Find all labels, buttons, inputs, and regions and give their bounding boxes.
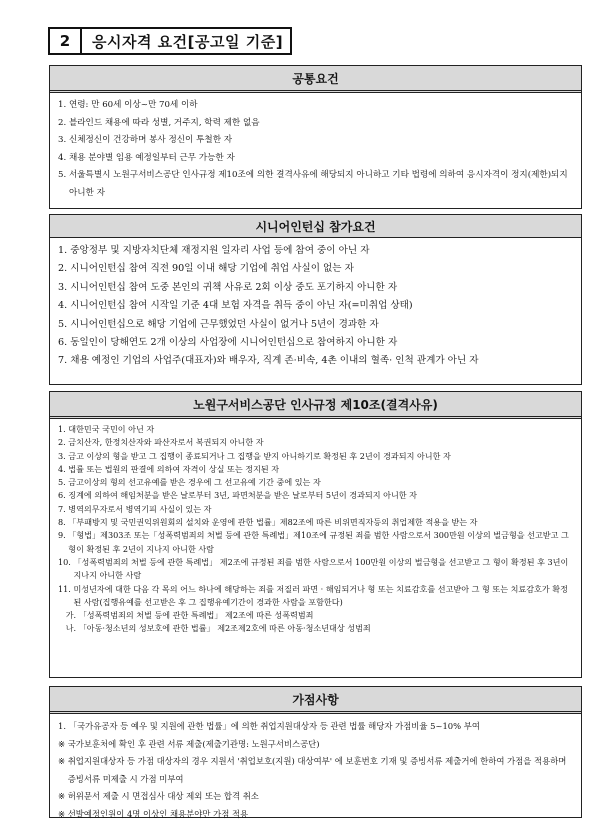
list-item — [58, 97, 573, 115]
item-number: 3. — [58, 281, 71, 293]
item-text: 신체정신이 건강하며 봉사 정신이 투철한 자 — [68, 135, 233, 146]
item-text: 국가보훈처에 확인 후 관련 서류 제출(제출기관명: 노원구서비스공단) — [67, 738, 320, 749]
item-number: ※ — [58, 808, 68, 819]
item-text: 「형법」제303조 또는「성폭력범죄의 처벌 등에 관한 특례법」제10조에 규정된 죄를 범한 사람으로서 300만원 이상의 벌금형을 선고받고 그 형이 확정된 후 2년이 지나지 아니한 사람 — [68, 530, 569, 554]
item-number: 5. — [58, 318, 71, 330]
list-item — [58, 718, 573, 736]
item-text: 「성폭력범죄의 처벌 등에 관한 특례법」 제2조에 규정된 죄를 범한 사람으로서 100만원 이상의 벌금형을 선고받고 그 형이 확정된 후 3년이 지나지 아니한 사람 — [73, 556, 569, 581]
item-number: 2. — [58, 263, 71, 275]
item-text: 병역의무자로서 병역기피 사실이 있는 자 — [68, 503, 212, 514]
senior-intern-requirements-box — [49, 214, 582, 385]
item-number: 2. — [58, 437, 69, 448]
item-number: 4. — [58, 463, 69, 474]
item-text: 미성년자에 대한 다음 각 목의 어느 하나에 해당하는 죄를 저질러 파면 · 해임되거나 형 또는 치료감호를 선고받아 그 형 또는 치료감호가 확정된 사람(집행유예를 선고받은 후 그 집행유예기간이 경과한 사람을 포함한다) — [73, 583, 568, 607]
item-text: 동일인이 당해연도 2개 이상의 사업장에 시니어인턴십으로 참여하지 아니한 자 — [70, 337, 398, 349]
item-text: 대한민국 국민이 아닌 자 — [68, 424, 155, 434]
item-number: 3. — [58, 450, 69, 461]
disqualification-box — [49, 391, 582, 678]
item-text: 금고이상의 형의 선고유예를 받은 경우에 그 선고유예 기간 중에 있는 자 — [68, 477, 321, 488]
item-number: 1. — [58, 721, 69, 731]
list-item — [58, 736, 573, 754]
item-text: 중앙정부 및 지방자치단체 재정지원 일자리 사업 등에 참여 중이 아닌 자 — [70, 245, 370, 256]
list-item — [58, 436, 573, 449]
list-item — [58, 450, 573, 463]
item-text: 금치산자, 한정치산자와 파산자로서 복권되지 아니한 자 — [68, 437, 264, 448]
senior-intern-requirements-list — [50, 238, 581, 373]
list-item — [58, 316, 573, 334]
list-item — [58, 260, 573, 278]
item-text: 시니어인턴십 참여 시작일 기준 4대 보험 자격을 취득 중이 아닌 자(=미취업 상태) — [70, 300, 413, 312]
item-text: 징계에 의하여 해임처분을 받은 날로부터 3년, 파면처분을 받은 날로부터 5년이 경과되지 아니한 자 — [68, 490, 417, 501]
item-number: 6. — [58, 337, 71, 349]
item-text: 법률 또는 법원의 판결에 의하여 자격이 상실 또는 정지된 자 — [68, 463, 280, 474]
bonus-points-title: 가점사항 — [50, 687, 581, 714]
list-item — [58, 529, 573, 556]
list-item — [58, 806, 573, 824]
common-requirements-list — [50, 93, 581, 205]
common-requirements-title: 공통요건 — [50, 66, 581, 93]
list-item — [58, 242, 573, 260]
list-item — [58, 753, 573, 788]
list-item — [58, 352, 573, 370]
bonus-points-box — [49, 686, 582, 818]
section-number: 2 — [50, 29, 82, 53]
list-item — [58, 516, 573, 529]
item-number: 5. — [58, 477, 69, 488]
common-requirements-box — [49, 65, 582, 209]
list-item — [58, 463, 573, 476]
item-text: 채용 분야별 임용 예정일부터 근무 가능한 자 — [68, 152, 235, 163]
item-text: 「성폭력범죄의 처벌 등에 관한 특례법」 제2조에 따른 성폭력범죄 — [78, 610, 314, 621]
list-item — [58, 150, 573, 168]
item-text: 시니어인턴십 참여 직전 90일 이내 해당 기업에 취업 사실이 없는 자 — [70, 263, 354, 275]
item-text: 선발예정인원이 4명 이상인 채용분야만 가점 적용 — [67, 808, 249, 819]
list-item — [58, 556, 573, 583]
list-item — [58, 334, 573, 352]
list-item — [58, 583, 573, 610]
item-number: 1. — [58, 424, 69, 434]
item-number: 8. — [58, 517, 69, 528]
list-item — [58, 622, 573, 635]
item-number: ※ — [58, 738, 68, 749]
item-number: 5. — [58, 170, 69, 181]
item-text: 허위문서 제출 시 면접심사 대상 제외 또는 합격 취소 — [67, 791, 259, 802]
item-text: 「부패방지 및 국민권익위원회의 설치와 운영에 관한 법률」제82조에 따른 비위면직자등의 취업제한 적용을 받는 자 — [68, 517, 478, 528]
bonus-points-list — [50, 714, 581, 826]
disqualification-title: 노원구서비스공단 인사규정 제10조(결격사유) — [50, 392, 581, 419]
item-number: 1. — [58, 245, 71, 256]
item-number: 나. — [58, 623, 79, 634]
item-number: ※ — [58, 791, 68, 802]
item-text: 서울특별시 노원구서비스공단 인사규정 제10조에 의한 결격사유에 해당되지 아니하고 기타 법령에 의하여 응시자격이 정지(제한)되지 아니한 자 — [68, 170, 568, 198]
item-text: 금고 이상의 형을 받고 그 집행이 종료되거나 그 집행을 받지 아니하기로 확정된 후 2년이 경과되지 아니한 자 — [68, 450, 451, 461]
list-item — [58, 788, 573, 806]
item-number: 1. — [58, 100, 69, 110]
list-item — [58, 423, 573, 436]
item-number: 11. — [58, 583, 74, 594]
senior-intern-requirements-title: 시니어인턴십 참가요건 — [50, 215, 581, 238]
list-item — [58, 115, 573, 133]
item-number: 2. — [58, 117, 69, 128]
list-item — [58, 489, 573, 502]
section-title: 응시자격 요건[공고일 기준] — [92, 32, 284, 51]
item-number: ※ — [58, 756, 68, 767]
disqualification-list — [50, 419, 581, 638]
item-number: 9. — [58, 530, 69, 541]
item-text: 취업지원대상자 등 가점 대상자의 경우 지원서 '취업보호(지원) 대상여부' 에 보훈번호 기재 및 증빙서류 제출거에 한하여 가점을 적용하며 증빙서류 미제출 시 가점 미부여 — [67, 756, 567, 784]
list-item — [58, 503, 573, 516]
list-item — [58, 297, 573, 315]
list-item — [58, 279, 573, 297]
item-text: 연령: 만 60세 이상~만 70세 이하 — [68, 100, 198, 110]
list-item — [58, 167, 573, 202]
item-text: 「국가유공자 등 예우 및 지원에 관한 법률」에 의한 취업지원대상자 등 관련 법률 해당자 가점비율 5~10% 부여 — [68, 721, 480, 731]
item-text: 채용 예정인 기업의 사업주(대표자)와 배우자, 직계 존·비속, 4촌 이내의 혈족· 인척 관계가 아닌 자 — [70, 355, 479, 367]
list-item — [58, 132, 573, 150]
item-text: 시니어인턴십으로 해당 기업에 근무했었던 사실이 없거나 5년이 경과한 자 — [70, 318, 379, 330]
item-number: 6. — [58, 490, 69, 501]
list-item — [58, 476, 573, 489]
item-number: 가. — [58, 610, 79, 621]
item-number: 7. — [58, 355, 71, 367]
item-number: 3. — [58, 135, 69, 146]
item-text: 시니어인턴십 참여 도중 본인의 귀책 사유로 2회 이상 중도 포기하지 아니한 자 — [70, 281, 398, 293]
item-text: 「아동·청소년의 성보호에 관한 법률」 제2조제2호에 따른 아동·청소년대상 성범죄 — [78, 623, 371, 634]
section-header — [48, 27, 292, 55]
item-number: 10. — [58, 556, 74, 567]
item-number: 4. — [58, 300, 71, 312]
item-number: 4. — [58, 152, 69, 163]
list-item — [58, 609, 573, 622]
item-number: 7. — [58, 503, 69, 514]
item-text: 블라인드 채용에 따라 성별, 거주지, 학력 제한 없음 — [68, 117, 260, 128]
